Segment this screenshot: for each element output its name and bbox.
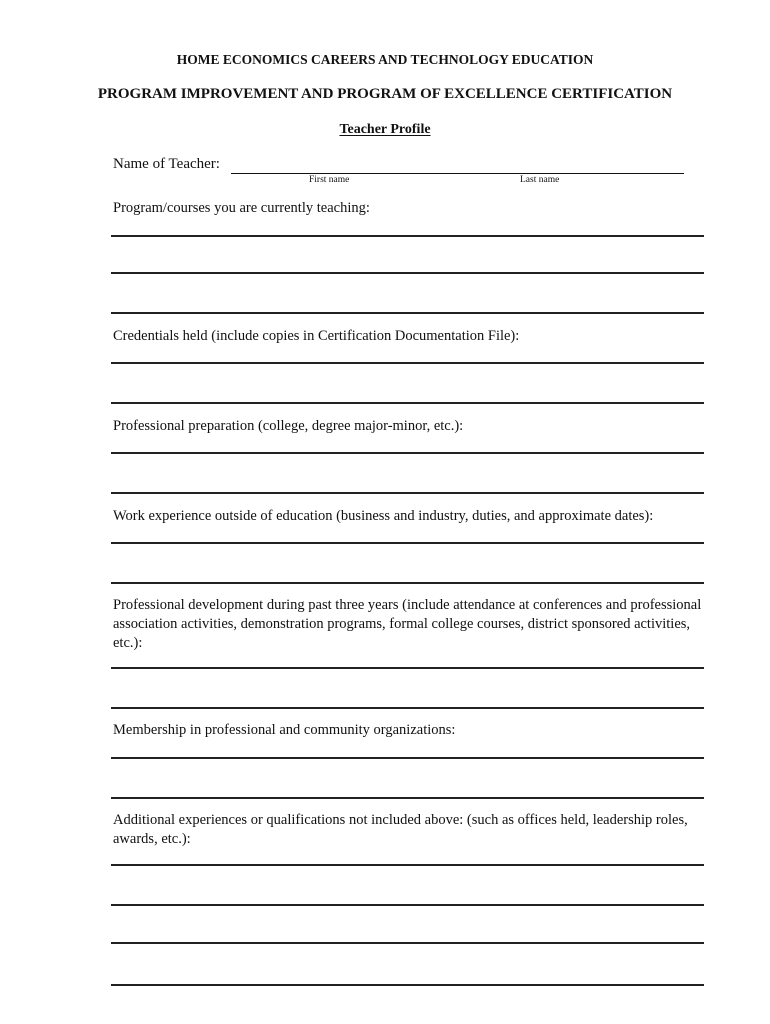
programs-label: Program/courses you are currently teaching: <box>113 200 370 216</box>
credentials-line-1[interactable] <box>111 362 704 364</box>
preparation-line-1[interactable] <box>111 452 704 454</box>
work-experience-line-1[interactable] <box>111 542 704 544</box>
additional-line-4[interactable] <box>111 984 704 986</box>
development-line-2[interactable] <box>111 707 704 709</box>
programs-line-3[interactable] <box>111 312 704 314</box>
credentials-line-2[interactable] <box>111 402 704 404</box>
programs-line-1[interactable] <box>111 235 704 237</box>
teacher-name-line[interactable] <box>231 173 684 174</box>
membership-line-2[interactable] <box>111 797 704 799</box>
additional-label: Additional experiences or qualifications not included above: (such as offices held, leadership roles, awards, etc.): <box>113 812 688 847</box>
first-name-caption: First name <box>309 175 350 185</box>
development-label: Professional development during past three years (include attendance at conferences and professional association activities, demonstration programs, formal college courses, district sponsored activities, etc.): <box>113 597 702 651</box>
last-name-caption: Last name <box>520 175 560 185</box>
teacher-name-row <box>113 156 713 196</box>
additional-line-2[interactable] <box>111 904 704 906</box>
preparation-label: Professional preparation (college, degree major-minor, etc.): <box>113 418 464 434</box>
additional-line-1[interactable] <box>111 864 704 866</box>
credentials-label: Credentials held (include copies in Certification Documentation File): <box>113 328 520 344</box>
teacher-name-label: Name of Teacher: <box>113 156 220 172</box>
form-heading-line1: HOME ECONOMICS CAREERS AND TECHNOLOGY EDUCATION <box>176 52 594 67</box>
development-line-1[interactable] <box>111 667 704 669</box>
work-experience-label: Work experience outside of education (business and industry, duties, and approximate dates): <box>113 508 654 524</box>
preparation-line-2[interactable] <box>111 492 704 494</box>
programs-line-2[interactable] <box>111 272 704 274</box>
membership-label: Membership in professional and community organizations: <box>113 722 456 738</box>
membership-line-1[interactable] <box>111 757 704 759</box>
additional-line-3[interactable] <box>111 942 704 944</box>
work-experience-line-2[interactable] <box>111 582 704 584</box>
form-title: Teacher Profile <box>339 122 431 137</box>
form-heading-line2: PROGRAM IMPROVEMENT AND PROGRAM OF EXCELLENCE CERTIFICATION <box>97 86 673 102</box>
